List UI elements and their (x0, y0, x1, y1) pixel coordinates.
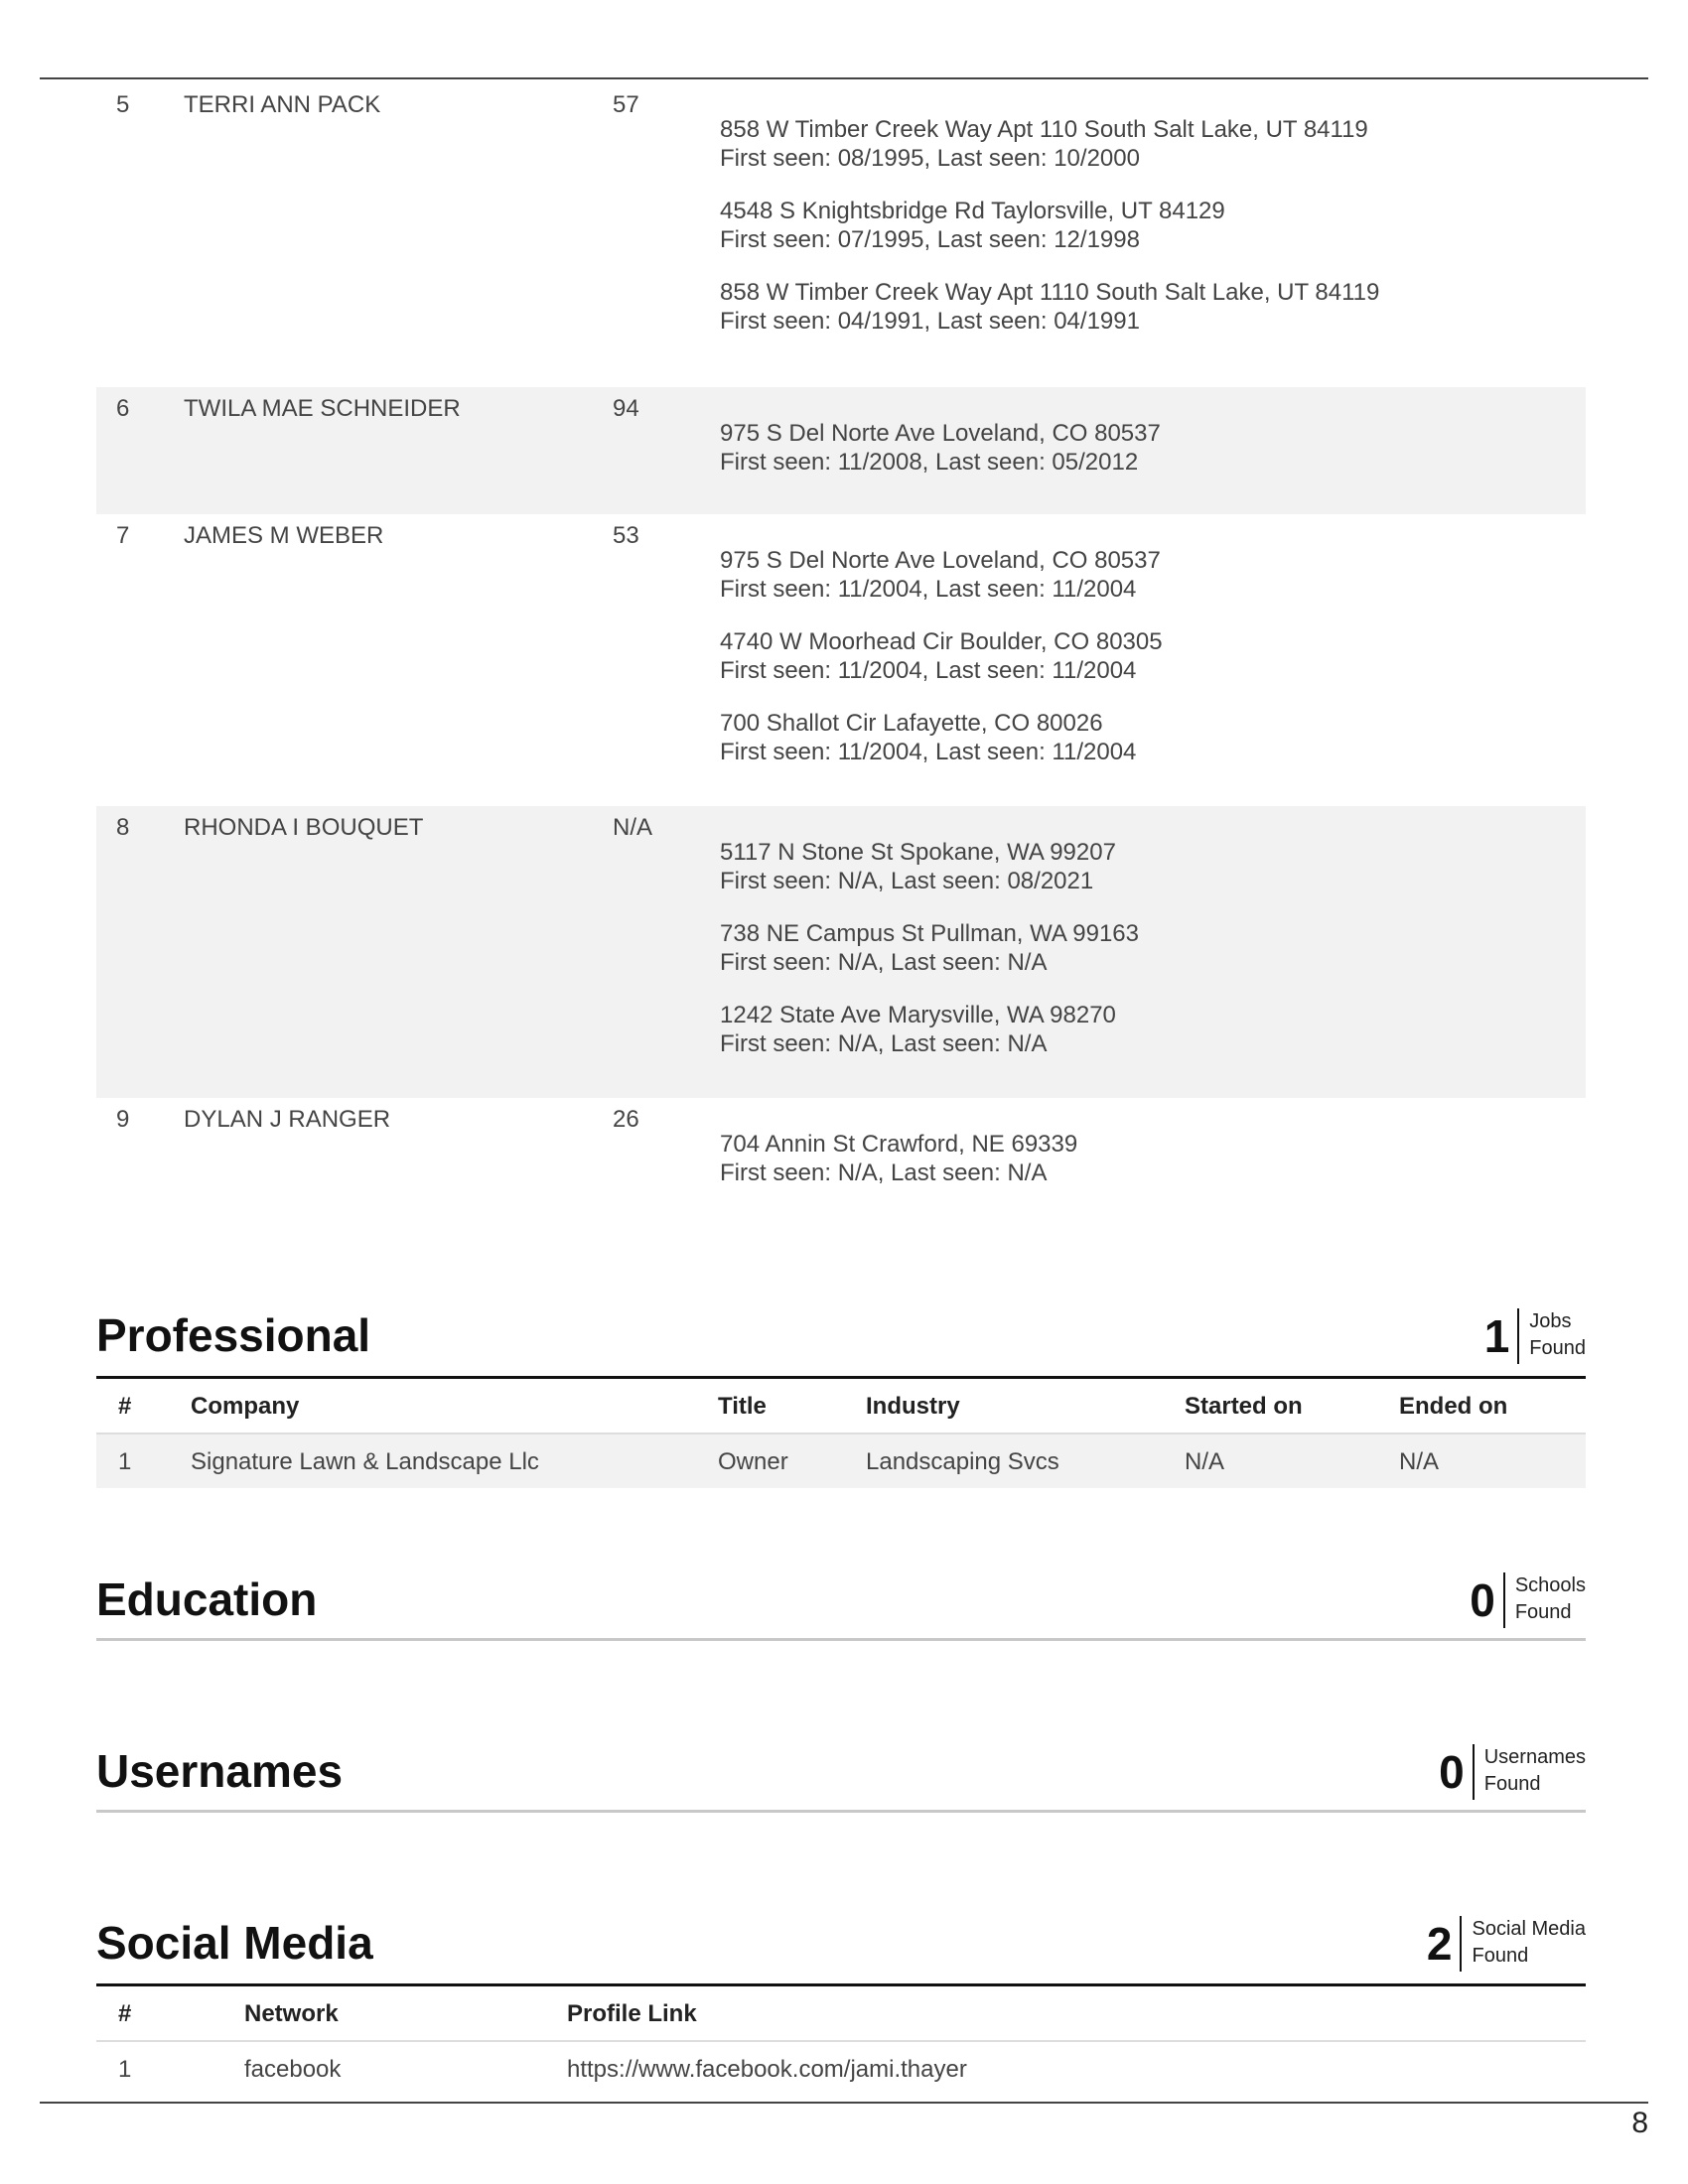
social-media-found-counter (1427, 1916, 1586, 1972)
col-header-network: Network (244, 2000, 339, 2027)
usernames-heading: Usernames (96, 1745, 344, 1797)
relatives-list (96, 83, 1586, 1225)
social-media-count-label (1472, 1916, 1586, 1970)
address-entry (720, 115, 1379, 173)
relative-row (96, 514, 1586, 806)
address-text: 4548 S Knightsbridge Rd Taylorsville, UT 84129 (720, 198, 1225, 224)
jobs-count-label (1529, 1308, 1586, 1362)
social-media-section (96, 1916, 1586, 2095)
section-divider (96, 1638, 1586, 1641)
table-header (96, 1379, 1586, 1434)
table-row (96, 1434, 1586, 1488)
schools-count-label (1515, 1572, 1586, 1626)
schools-count: 0 (1470, 1574, 1495, 1626)
address-entry (720, 197, 1379, 254)
address-entry (720, 1001, 1139, 1058)
count-divider (1503, 1572, 1505, 1628)
relative-number: 9 (116, 1106, 130, 1133)
count-divider (1517, 1308, 1519, 1364)
relative-number: 7 (116, 522, 130, 549)
professional-heading: Professional (96, 1309, 371, 1361)
jobs-count: 1 (1483, 1310, 1510, 1362)
section-divider (96, 1810, 1586, 1813)
address-dates: First seen: 11/2008, Last seen: 05/2012 (720, 449, 1139, 476)
relative-age: 53 (613, 522, 639, 549)
col-header-profile-link: Profile Link (567, 2000, 697, 2027)
usernames-section (96, 1744, 1586, 1824)
cell-industry: Landscaping Svcs (866, 1448, 1059, 1475)
address-text: 858 W Timber Creek Way Apt 110 South Salt Lake, UT 84119 (720, 116, 1368, 143)
address-entry (720, 838, 1139, 895)
relative-row (96, 83, 1586, 387)
relative-addresses (720, 838, 1139, 1082)
relative-name: JAMES M WEBER (184, 522, 384, 549)
address-entry (720, 919, 1139, 977)
relative-name: RHONDA I BOUQUET (184, 814, 424, 841)
professional-section (96, 1308, 1586, 1497)
address-text: 738 NE Campus St Pullman, WA 99163 (720, 920, 1139, 947)
address-text: 700 Shallot Cir Lafayette, CO 80026 (720, 710, 1103, 737)
address-text: 5117 N Stone St Spokane, WA 99207 (720, 839, 1116, 866)
address-dates: First seen: 11/2004, Last seen: 11/2004 (720, 739, 1137, 765)
address-text: 858 W Timber Creek Way Apt 1110 South Salt Lake, UT 84119 (720, 279, 1380, 306)
cell-company: Signature Lawn & Landscape Llc (191, 1448, 539, 1475)
address-entry (720, 278, 1379, 336)
cell-network: facebook (244, 2056, 342, 2083)
address-dates: First seen: 08/1995, Last seen: 10/2000 (720, 145, 1140, 172)
education-section (96, 1572, 1586, 1652)
relative-age: N/A (613, 814, 653, 841)
cell-number: 1 (118, 1448, 132, 1475)
count-label-line: Found (1514, 1601, 1572, 1623)
col-header-started: Started on (1185, 1393, 1303, 1420)
social-media-count: 2 (1426, 1918, 1453, 1970)
col-header-ended: Ended on (1399, 1393, 1508, 1420)
col-header-number: # (118, 2000, 132, 2027)
education-heading: Education (96, 1573, 318, 1625)
address-dates: First seen: 11/2004, Last seen: 11/2004 (720, 657, 1137, 684)
address-dates: First seen: 11/2004, Last seen: 11/2004 (720, 576, 1137, 603)
jobs-found-counter (1484, 1308, 1586, 1364)
cell-title: Owner (718, 1448, 788, 1475)
relative-name: TERRI ANN PACK (184, 91, 381, 118)
address-dates: First seen: N/A, Last seen: 08/2021 (720, 868, 1094, 894)
address-entry (720, 709, 1163, 766)
social-media-heading: Social Media (96, 1917, 373, 1969)
address-dates: First seen: N/A, Last seen: N/A (720, 949, 1048, 976)
table-header (96, 1986, 1586, 2042)
relative-addresses (720, 419, 1161, 500)
count-label-line: Schools (1514, 1574, 1586, 1596)
col-header-industry: Industry (866, 1393, 960, 1420)
usernames-count-label (1484, 1744, 1586, 1798)
count-divider (1473, 1744, 1475, 1800)
address-entry (720, 1130, 1077, 1187)
relative-number: 5 (116, 91, 130, 118)
address-dates: First seen: 07/1995, Last seen: 12/1998 (720, 226, 1140, 253)
cell-started: N/A (1185, 1448, 1225, 1475)
address-text: 975 S Del Norte Ave Loveland, CO 80537 (720, 420, 1161, 447)
count-label-line: Found (1483, 1773, 1541, 1795)
relative-name: DYLAN J RANGER (184, 1106, 391, 1133)
bottom-divider (40, 2102, 1648, 2104)
table-row (96, 2042, 1586, 2096)
count-label-line: Social Media (1472, 1918, 1586, 1940)
profile-link[interactable]: https://www.facebook.com/jami.thayer (567, 2056, 967, 2083)
relative-row (96, 1098, 1586, 1225)
address-dates: First seen: 04/1991, Last seen: 04/1991 (720, 308, 1140, 335)
usernames-count: 0 (1439, 1746, 1465, 1798)
relative-addresses (720, 1130, 1077, 1211)
relative-age: 26 (613, 1106, 639, 1133)
col-header-title: Title (718, 1393, 767, 1420)
address-text: 4740 W Moorhead Cir Boulder, CO 80305 (720, 628, 1163, 655)
col-header-company: Company (191, 1393, 300, 1420)
relative-age: 94 (613, 395, 639, 422)
top-divider (40, 77, 1648, 79)
address-text: 975 S Del Norte Ave Loveland, CO 80537 (720, 547, 1161, 574)
count-label-line: Usernames (1483, 1746, 1586, 1768)
address-text: 704 Annin St Crawford, NE 69339 (720, 1131, 1078, 1158)
relative-addresses (720, 115, 1379, 359)
count-label-line: Jobs (1529, 1310, 1572, 1332)
address-entry (720, 627, 1163, 685)
relative-addresses (720, 546, 1163, 790)
cell-ended: N/A (1399, 1448, 1440, 1475)
relative-number: 8 (116, 814, 130, 841)
col-header-number: # (118, 1393, 132, 1420)
relative-name: TWILA MAE SCHNEIDER (184, 395, 461, 422)
address-dates: First seen: N/A, Last seen: N/A (720, 1030, 1048, 1057)
count-label-line: Found (1472, 1945, 1529, 1967)
schools-found-counter (1470, 1572, 1586, 1628)
address-text: 1242 State Ave Marysville, WA 98270 (720, 1002, 1116, 1028)
address-entry (720, 546, 1163, 604)
address-dates: First seen: N/A, Last seen: N/A (720, 1160, 1048, 1186)
page-number: 8 (1631, 2107, 1648, 2139)
relative-row (96, 806, 1586, 1098)
relative-number: 6 (116, 395, 130, 422)
count-divider (1460, 1916, 1462, 1972)
relative-row (96, 387, 1586, 514)
cell-number: 1 (118, 2056, 132, 2083)
usernames-found-counter (1439, 1744, 1586, 1800)
address-entry (720, 419, 1161, 477)
count-label-line: Found (1529, 1337, 1586, 1359)
relative-age: 57 (613, 91, 639, 118)
